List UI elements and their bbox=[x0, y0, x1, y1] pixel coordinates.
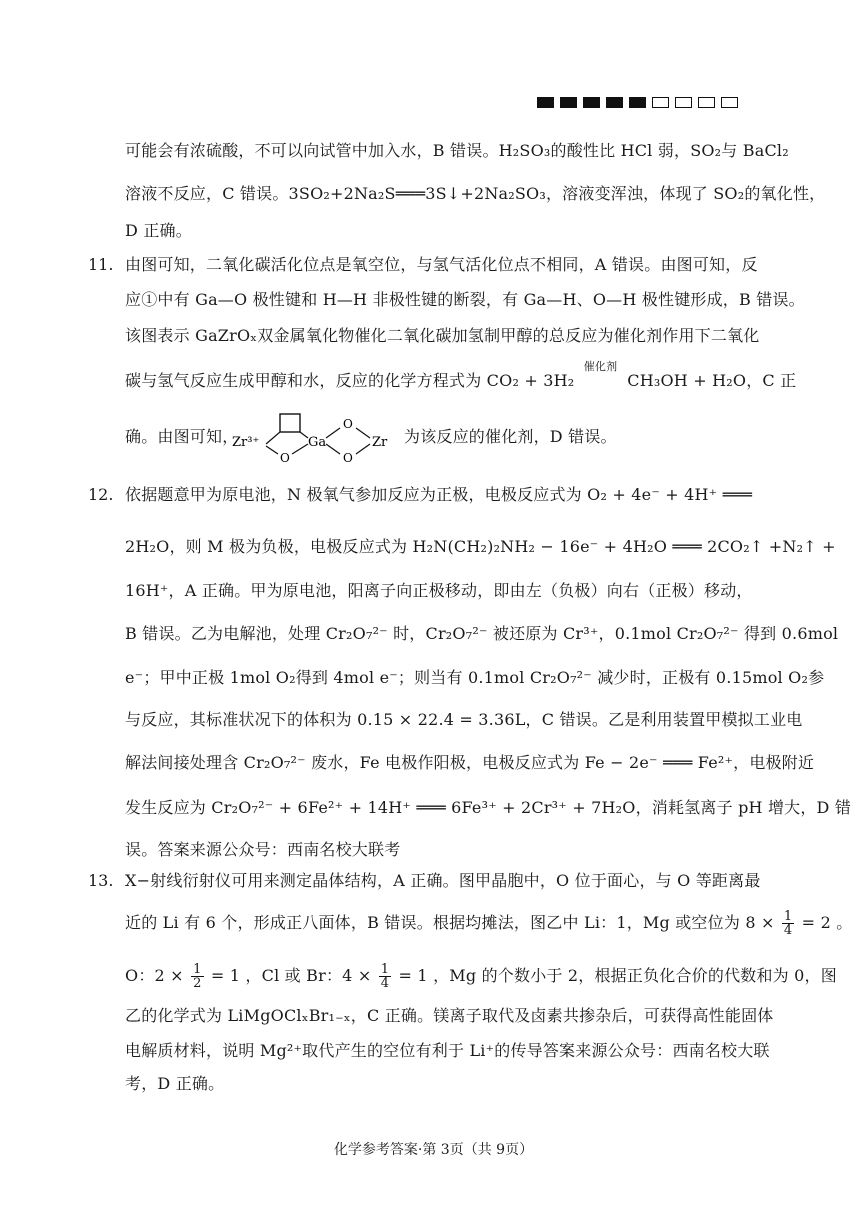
fraction bbox=[379, 963, 391, 990]
q13-number: 13. bbox=[88, 871, 114, 890]
q11-line-2: 应①中有 Ga—O 极性键和 H—H 非极性键的断裂，有 Ga—H、O—H 极性键形成，B 错误。 bbox=[125, 290, 805, 309]
zr-label: Zr bbox=[372, 435, 388, 450]
empty-square-icon bbox=[675, 97, 692, 108]
q12-line-8: 发生反应为 Cr₂O₇²⁻ + 6Fe²⁺ + 14H⁺ ═══ 6Fe³⁺ + 2Cr³⁺ + 7H₂O，消耗氢离子 pH 增大，D 错 bbox=[125, 798, 852, 817]
fraction-denominator: 2 bbox=[193, 976, 202, 991]
fraction-numerator: 1 bbox=[193, 962, 202, 977]
q13-line3-c: = 1 ，Mg 的个数小于 2，根据正负化合价的代数和为 0，图 bbox=[398, 966, 837, 985]
q10-line-2: 溶液不反应，C 错误。3SO₂+2Na₂S═══3S↓+2Na₂SO₃，溶液变浑浊，体现了 SO₂的氧化性， bbox=[125, 184, 826, 203]
o-label: O bbox=[280, 451, 290, 465]
q10-line-3: D 正确。 bbox=[125, 221, 192, 240]
q11-line-1: 由图可知，二氧化碳活化位点是氧空位，与氢气活化位点不相同，A 错误。由图可知，反 bbox=[125, 255, 758, 274]
q13-line3-b: = 1 ，Cl 或 Br：4 × bbox=[210, 966, 372, 985]
vacancy-square bbox=[280, 414, 300, 432]
q12-line-9: 误。答案来源公众号：西南名校大联考 bbox=[125, 840, 401, 859]
q10-line-1: 可能会有浓硫酸，不可以向试管中加入水，B 错误。H₂SO₃的酸性比 HCl 弱，SO₂与 BaCl₂ bbox=[125, 141, 789, 160]
filled-square-icon bbox=[537, 97, 554, 108]
catalyst-arrow bbox=[580, 360, 622, 392]
fraction-denominator: 4 bbox=[380, 976, 390, 991]
q11-equation-right: CH₃OH + H₂O，C 正 bbox=[627, 371, 797, 390]
q12-line-2: 2H₂O，则 M 极为负极，电极反应式为 H₂N(CH₂)₂NH₂ − 16e⁻ + 4H₂O ═══ 2CO₂↑ +N₂↑ + bbox=[125, 537, 836, 556]
empty-square-icon bbox=[652, 97, 669, 108]
filled-square-icon bbox=[629, 97, 646, 108]
fraction-denominator: 4 bbox=[783, 923, 793, 938]
fraction bbox=[191, 963, 203, 990]
q12-line-5: e⁻；甲中正极 1mol O₂得到 4mol e⁻；则当有 0.1mol Cr₂O₇²⁻ 减少时，正极有 0.15mol O₂参 bbox=[125, 668, 825, 687]
filled-square-icon bbox=[606, 97, 623, 108]
q11-line-3: 该图表示 GaZrOₓ双金属氧化物催化二氧化碳加氢制甲醇的总反应为催化剂作用下二氧化 bbox=[125, 326, 760, 345]
catalyst-structure-diagram bbox=[230, 408, 390, 466]
q12-line-3: 16H⁺，A 正确。甲为原电池，阳离子向正极移动，即由左（负极）向右（正极）移动， bbox=[125, 581, 753, 600]
catalyst-label: 催化剂 bbox=[583, 360, 618, 373]
q13-line-2 bbox=[125, 910, 852, 937]
empty-square-icon bbox=[698, 97, 715, 108]
q11-line5-start: 确。由图可知， bbox=[125, 427, 239, 446]
q11-number: 11. bbox=[88, 255, 114, 274]
q12-number: 12. bbox=[88, 485, 114, 504]
q12-line-4: B 错误。乙为电解池，处理 Cr₂O₇²⁻ 时，Cr₂O₇²⁻ 被还原为 Cr³⁺，0.1mol Cr₂O₇²⁻ 得到 0.6mol bbox=[125, 624, 839, 643]
q13-line-5: 电解质材料，说明 Mg²⁺取代产生的空位有利于 Li⁺的传导答案来源公众号：西南名校大联 bbox=[125, 1041, 770, 1060]
q13-line-3 bbox=[125, 963, 837, 990]
page-footer: 化学参考答案·第 3页（共 9页） bbox=[333, 1142, 534, 1158]
o-label: O bbox=[343, 451, 353, 465]
q11-line-4 bbox=[125, 360, 797, 392]
q11-equation-left: 碳与氢气反应生成甲醇和水，反应的化学方程式为 CO₂ + 3H₂ bbox=[125, 371, 575, 390]
ga-label: Ga bbox=[308, 435, 327, 450]
zr3-label: Zr³⁺ bbox=[232, 435, 260, 450]
filled-square-icon bbox=[583, 97, 600, 108]
progress-marks bbox=[537, 97, 738, 108]
q12-line-7: 解法间接处理含 Cr₂O₇²⁻ 废水，Fe 电极作阳极，电极反应式为 Fe − 2e⁻ ═══ Fe²⁺，电极附近 bbox=[125, 753, 815, 772]
q13-line-1: X−射线衍射仪可用来测定晶体结构，A 正确。图甲晶胞中，O 位于面心，与 O 等距离最 bbox=[125, 871, 761, 890]
empty-square-icon bbox=[721, 97, 738, 108]
fraction bbox=[782, 910, 794, 937]
q13-line3-a: O：2 × bbox=[125, 966, 184, 985]
q12-line-1: 依据题意甲为原电池，N 极氧气参加反应为正极，电极反应式为 O₂ + 4e⁻ + 4H⁺ ═══ bbox=[125, 485, 753, 504]
fraction-numerator: 1 bbox=[380, 962, 390, 977]
o-label: O bbox=[343, 417, 353, 431]
q13-line2-end: = 2 。 bbox=[801, 913, 853, 932]
q12-line-6: 与反应，其标准状况下的体积为 0.15 × 22.4 = 3.36L，C 错误。乙是利用装置甲模拟工业电 bbox=[125, 710, 803, 729]
q13-line2-text: 近的 Li 有 6 个，形成正八面体，B 错误。根据均摊法，图乙中 Li：1，Mg 或空位为 8 × bbox=[125, 913, 775, 932]
q11-line5-end: 为该反应的催化剂，D 错误。 bbox=[404, 427, 617, 446]
q13-line-4: 乙的化学式为 LiMgOClₓBr₁₋ₓ，C 正确。镁离子取代及卤素共掺杂后，可获得高性能固体 bbox=[125, 1006, 774, 1025]
q13-line-6: 考，D 正确。 bbox=[125, 1074, 225, 1093]
filled-square-icon bbox=[560, 97, 577, 108]
fraction-numerator: 1 bbox=[783, 909, 793, 924]
